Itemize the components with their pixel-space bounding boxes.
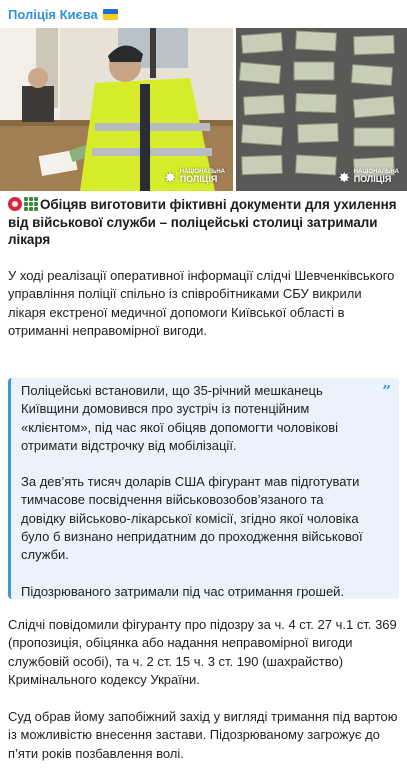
red-pin-icon xyxy=(8,197,22,211)
quote-paragraph: Поліцейські встановили, що 35-річний мешканець Київщини домовився про зустріч із потенційним «клієнтом», під час якої обіцяв допомогти чоловікові отримати відстрочку від мобілізації. xyxy=(21,383,339,453)
channel-name-link[interactable] xyxy=(8,4,118,24)
police-emblem-icon: ✸ xyxy=(164,169,176,185)
ukraine-flag-icon xyxy=(103,9,118,20)
post-intro: У ході реалізації оперативної інформації слідчі Шевченківського управління поліції спільно із співробітниками СБУ викрили лікаря екстреної медичної допомоги Київської області в отриманні неправомірної вигоди. xyxy=(8,268,395,338)
green-grid-icon xyxy=(24,197,38,211)
quote-paragraph: Підозрюваного затримали під час отримання грошей. xyxy=(21,583,345,599)
quote-paragraph: За дев’ять тисяч доларів США фігурант мав підготувати тимчасове посвідчення військовозобов’язаного та довідку військово-лікарської комісії, згідно якої чоловіка було б визнано непридатним до проходження військової служби. xyxy=(21,474,363,563)
watermark-text-2: ПОЛІЦІЯ xyxy=(179,174,218,184)
post-court: Суд обрав йому запобіжний захід у вигляді тримання під вартою із можливістю внесення застави. Підозрюваному загрожує до п’яти років позбавлення волі. xyxy=(8,709,398,761)
channel-name: Поліція Києва xyxy=(8,6,98,22)
photo-money[interactable] xyxy=(236,28,407,191)
post-title xyxy=(8,196,400,249)
quote-mark-icon: ” xyxy=(382,382,391,400)
watermark-text-1: НАЦІОНАЛЬНА xyxy=(353,169,399,175)
photo-arrest-illustration xyxy=(0,28,233,191)
photo-money-illustration xyxy=(236,28,407,191)
police-emblem-icon: ✸ xyxy=(338,169,350,185)
police-watermark xyxy=(339,169,399,185)
police-watermark xyxy=(165,169,225,185)
photo-gallery xyxy=(0,28,407,191)
watermark-text-2: ПОЛІЦІЯ xyxy=(353,174,392,184)
photo-arrest[interactable] xyxy=(0,28,233,191)
title-emoji-group xyxy=(8,197,38,211)
post-suspicion: Слідчі повідомили фігуранту про підозру за ч. 4 ст. 27 ч.1 ст. 369 (пропозиція, обіцянка або надання неправомірної вигоди службовій особі), та ч. 2 ст. 15 ч. 3 ст. 190 (шахрайство) Кримінального кодексу України. xyxy=(8,617,397,687)
post-quote-block xyxy=(8,378,399,599)
post-title-text: Обіцяв виготовити фіктивні документи для ухилення від військової служби – поліцейські столиці затримали лікаря xyxy=(8,197,397,247)
watermark-text-1: НАЦІОНАЛЬНА xyxy=(179,169,225,175)
